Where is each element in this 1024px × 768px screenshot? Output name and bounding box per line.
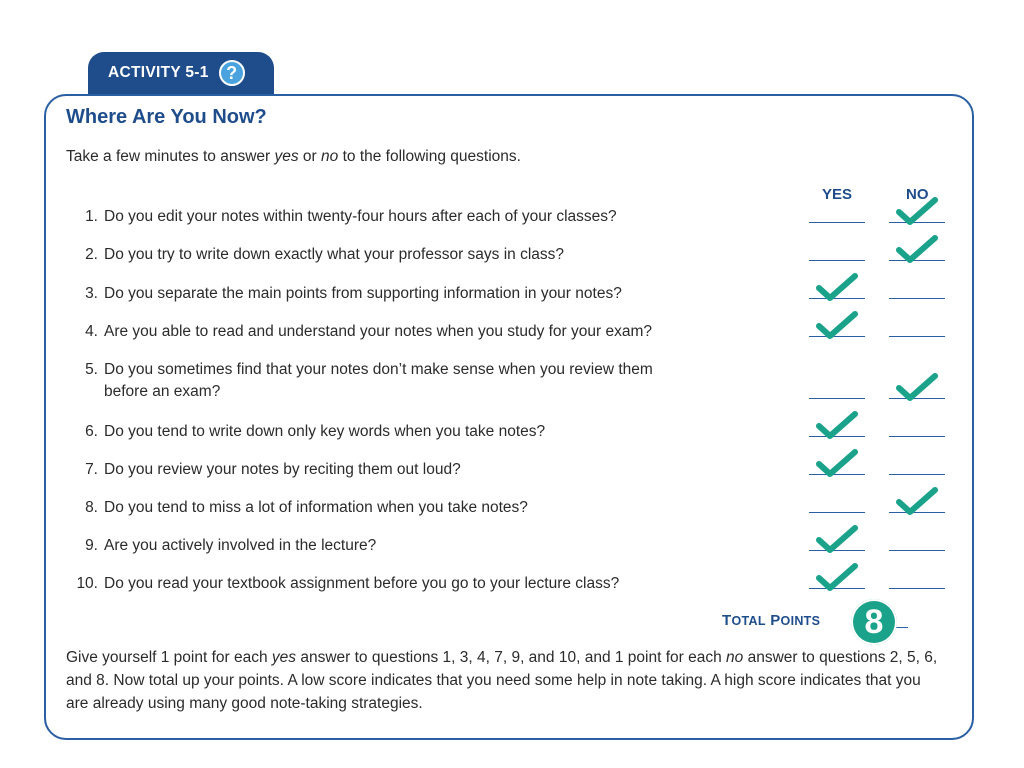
- checkmark-icon: [815, 410, 859, 440]
- no-answer-blank[interactable]: [889, 336, 945, 337]
- question-circle-icon[interactable]: ?: [219, 60, 245, 86]
- checkmark-icon: [895, 372, 939, 402]
- checkmark-icon: [815, 524, 859, 554]
- no-answer-blank[interactable]: [889, 298, 945, 299]
- question-row: [66, 321, 766, 343]
- page-title: Where Are You Now?: [66, 106, 267, 128]
- no-answer-blank[interactable]: [889, 436, 945, 437]
- checkmark-icon: [815, 272, 859, 302]
- no-answer-blank[interactable]: [889, 588, 945, 589]
- question-text: Do you review your notes by reciting them out loud?: [104, 461, 461, 478]
- question-row: [66, 421, 766, 443]
- question-text: Do you tend to miss a lot of information when you take notes?: [104, 499, 528, 516]
- yes-column-header: YES: [822, 186, 853, 203]
- question-number: 10.: [76, 575, 98, 592]
- question-number: 7.: [85, 461, 98, 478]
- question-number: 2.: [85, 246, 98, 263]
- checkmark-icon: [895, 486, 939, 516]
- yes-answer-blank[interactable]: [809, 512, 865, 513]
- question-row: [66, 535, 766, 557]
- question-text: Do you separate the main points from supporting information in your notes?: [104, 285, 622, 302]
- checkmark-icon: [895, 234, 939, 264]
- question-number: 1.: [85, 208, 98, 225]
- yes-answer-blank[interactable]: [809, 398, 865, 399]
- intro-text: Take a few minutes to answer yes or no to the following questions.: [66, 148, 521, 165]
- question-row: [66, 206, 766, 228]
- yes-answer-blank[interactable]: [809, 260, 865, 261]
- question-number: 8.: [85, 499, 98, 516]
- checkmark-icon: [815, 448, 859, 478]
- activity-tab: [88, 52, 274, 94]
- question-number: 9.: [85, 537, 98, 554]
- question-text: Do you read your textbook assignment before you go to your lecture class?: [104, 575, 620, 592]
- question-row: [66, 359, 766, 403]
- total-points-label: TOTAL POINTS: [722, 612, 821, 629]
- question-text: Do you try to write down exactly what your professor says in class?: [104, 246, 565, 263]
- question-row: [66, 244, 766, 266]
- question-text: Do you edit your notes within twenty-four hours after each of your classes?: [104, 208, 617, 225]
- question-text: Do you sometimes find that your notes don’t make sense when you review them before an exam?: [104, 361, 653, 400]
- question-row: [66, 459, 766, 481]
- no-answer-blank[interactable]: [889, 550, 945, 551]
- no-answer-blank[interactable]: [889, 474, 945, 475]
- checkmark-icon: [815, 310, 859, 340]
- question-row: [66, 497, 766, 519]
- question-number: 3.: [85, 285, 98, 302]
- question-number: 5.: [85, 361, 98, 378]
- question-text: Are you actively involved in the lecture?: [104, 537, 377, 554]
- no-column-header: NO: [906, 186, 929, 203]
- total-points-value: 8: [851, 599, 897, 645]
- question-text: Are you able to read and understand your notes when you study for your exam?: [104, 323, 653, 340]
- question-number: 4.: [85, 323, 98, 340]
- scoring-instructions: Give yourself 1 point for each yes answer to questions 1, 3, 4, 7, 9, and 10, and 1 point for each no answer to questions 2, 5, 6, and 8. Now total up your points. A low score indicates that you need some help in note taking. A high score indicates that you are already using many good note-taking strategies.: [66, 649, 938, 712]
- question-row: [66, 573, 766, 595]
- activity-label: ACTIVITY 5-1: [108, 64, 209, 81]
- question-row: [66, 283, 766, 305]
- checkmark-icon: [895, 196, 939, 226]
- question-text: Do you tend to write down only key words when you take notes?: [104, 423, 546, 440]
- yes-answer-blank[interactable]: [809, 222, 865, 223]
- checkmark-icon: [815, 562, 859, 592]
- question-number: 6.: [85, 423, 98, 440]
